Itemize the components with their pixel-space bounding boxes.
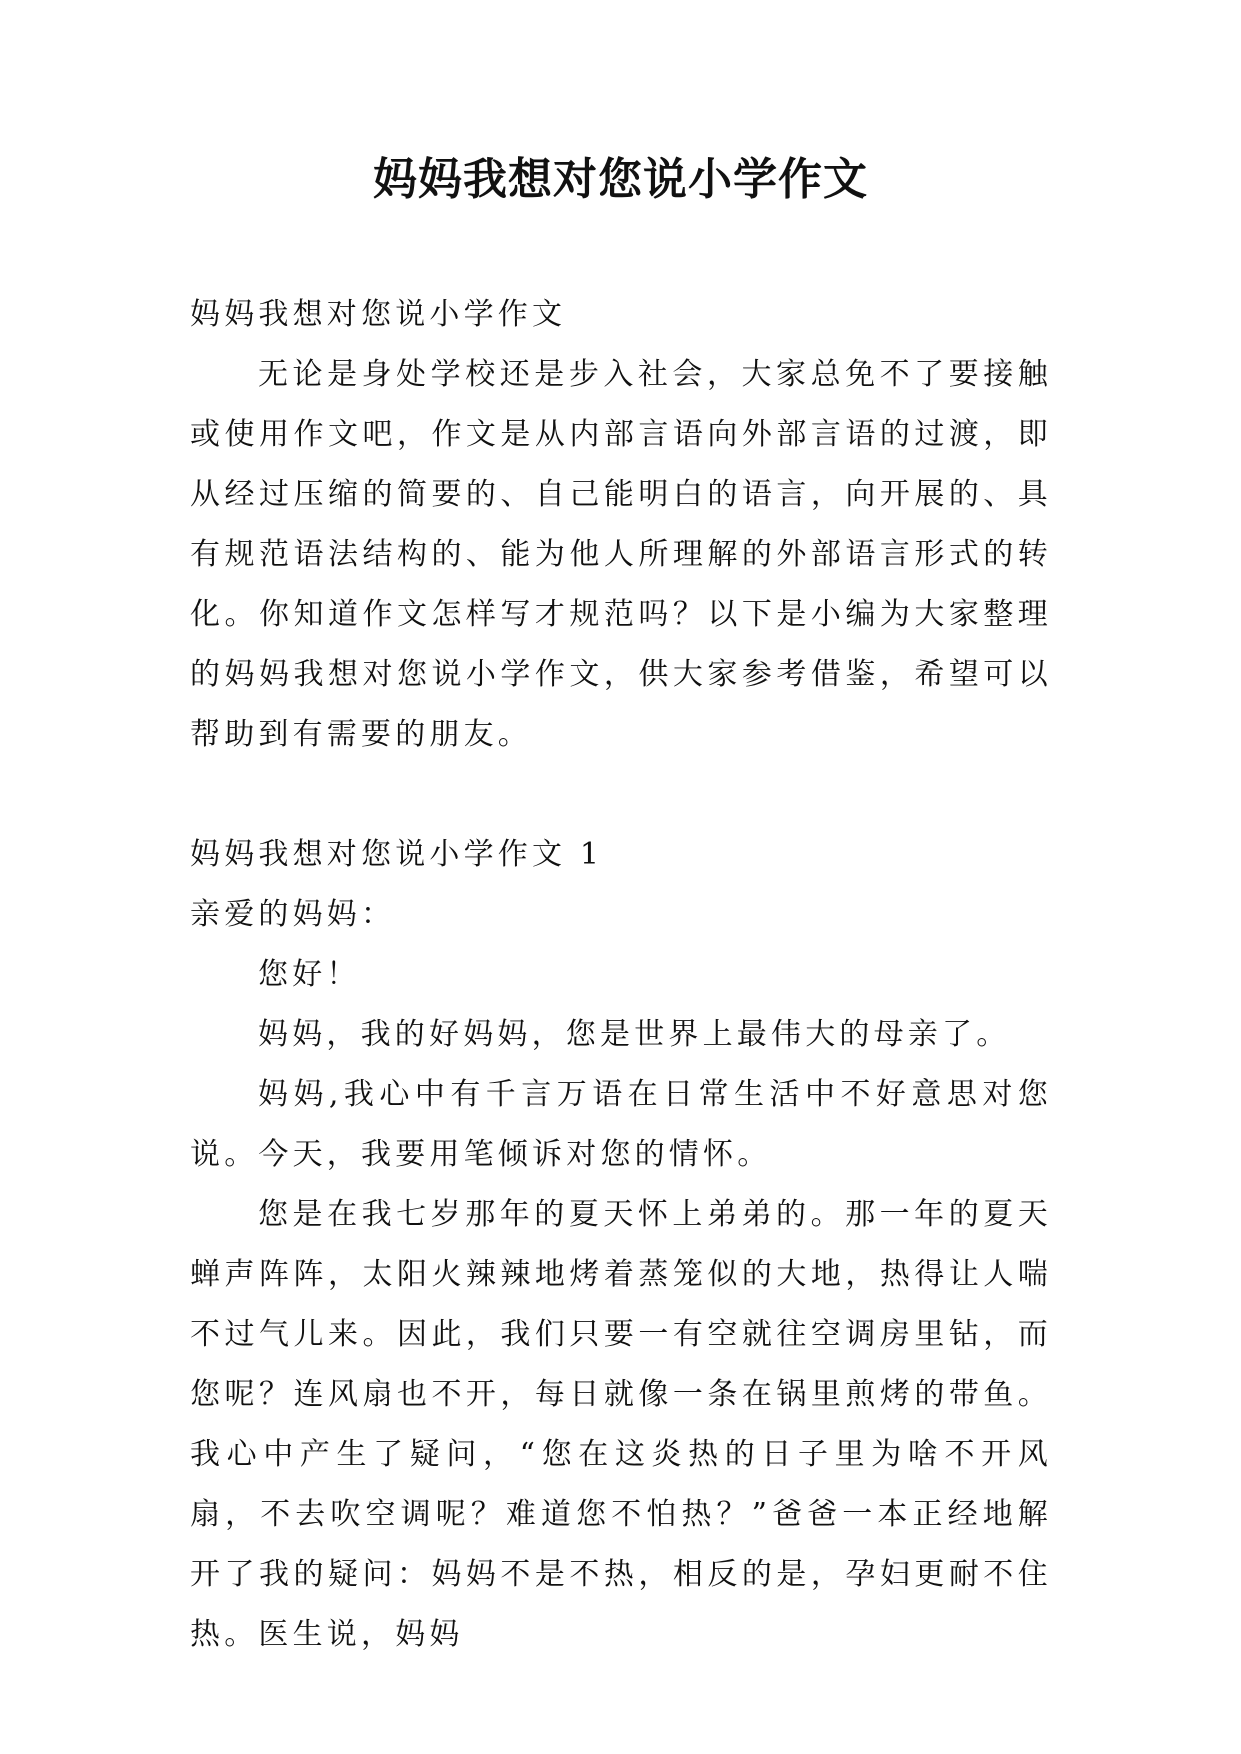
section-heading: 妈妈我想对您说小学作文 1: [190, 837, 604, 872]
document-body: [190, 285, 1052, 1665]
body-paragraph: 妈妈，我的好妈妈，您是世界上最伟大的母亲了。: [258, 1017, 1011, 1052]
page-title: 妈妈我想对您说小学作文: [373, 154, 868, 205]
intro-paragraph: 无论是身处学校还是步入社会，大家总免不了要接触或使用作文吧，作文是从内部言语向外部言语的过渡，即从经过压缩的简要的、自己能明白的语言，向开展的、具有规范语法结构的、能为他人所理解的外部语言形式的转化。你知道作文怎样写才规范吗？以下是小编为大家整理的妈妈我想对您说小学作文，供大家参考借鉴，希望可以帮助到有需要的朋友。: [190, 357, 1052, 752]
body-paragraph: 妈妈,我心中有千言万语在日常生活中不好意思对您说。今天，我要用笔倾诉对您的情怀。: [190, 1077, 1052, 1172]
body-paragraph: 您是在我七岁那年的夏天怀上弟弟的。那一年的夏天蝉声阵阵，太阳火辣辣地烤着蒸笼似的大地，热得让人喘不过气儿来。因此，我们只要一有空就往空调房里钻，而您呢？连风扇也不开，每日就像一条在锅里煎烤的带鱼。我心中产生了疑问，“您在这炎热的日子里为啥不开风扇，不去吹空调呢？难道您不怕热？”爸爸一本正经地解开了我的疑问：妈妈不是不热，相反的是，孕妇更耐不住热。医生说，妈妈: [190, 1197, 1052, 1652]
document-subtitle: 妈妈我想对您说小学作文: [190, 297, 567, 332]
letter-greeting: 您好！: [258, 957, 361, 992]
letter-salutation: 亲爱的妈妈：: [190, 897, 396, 932]
